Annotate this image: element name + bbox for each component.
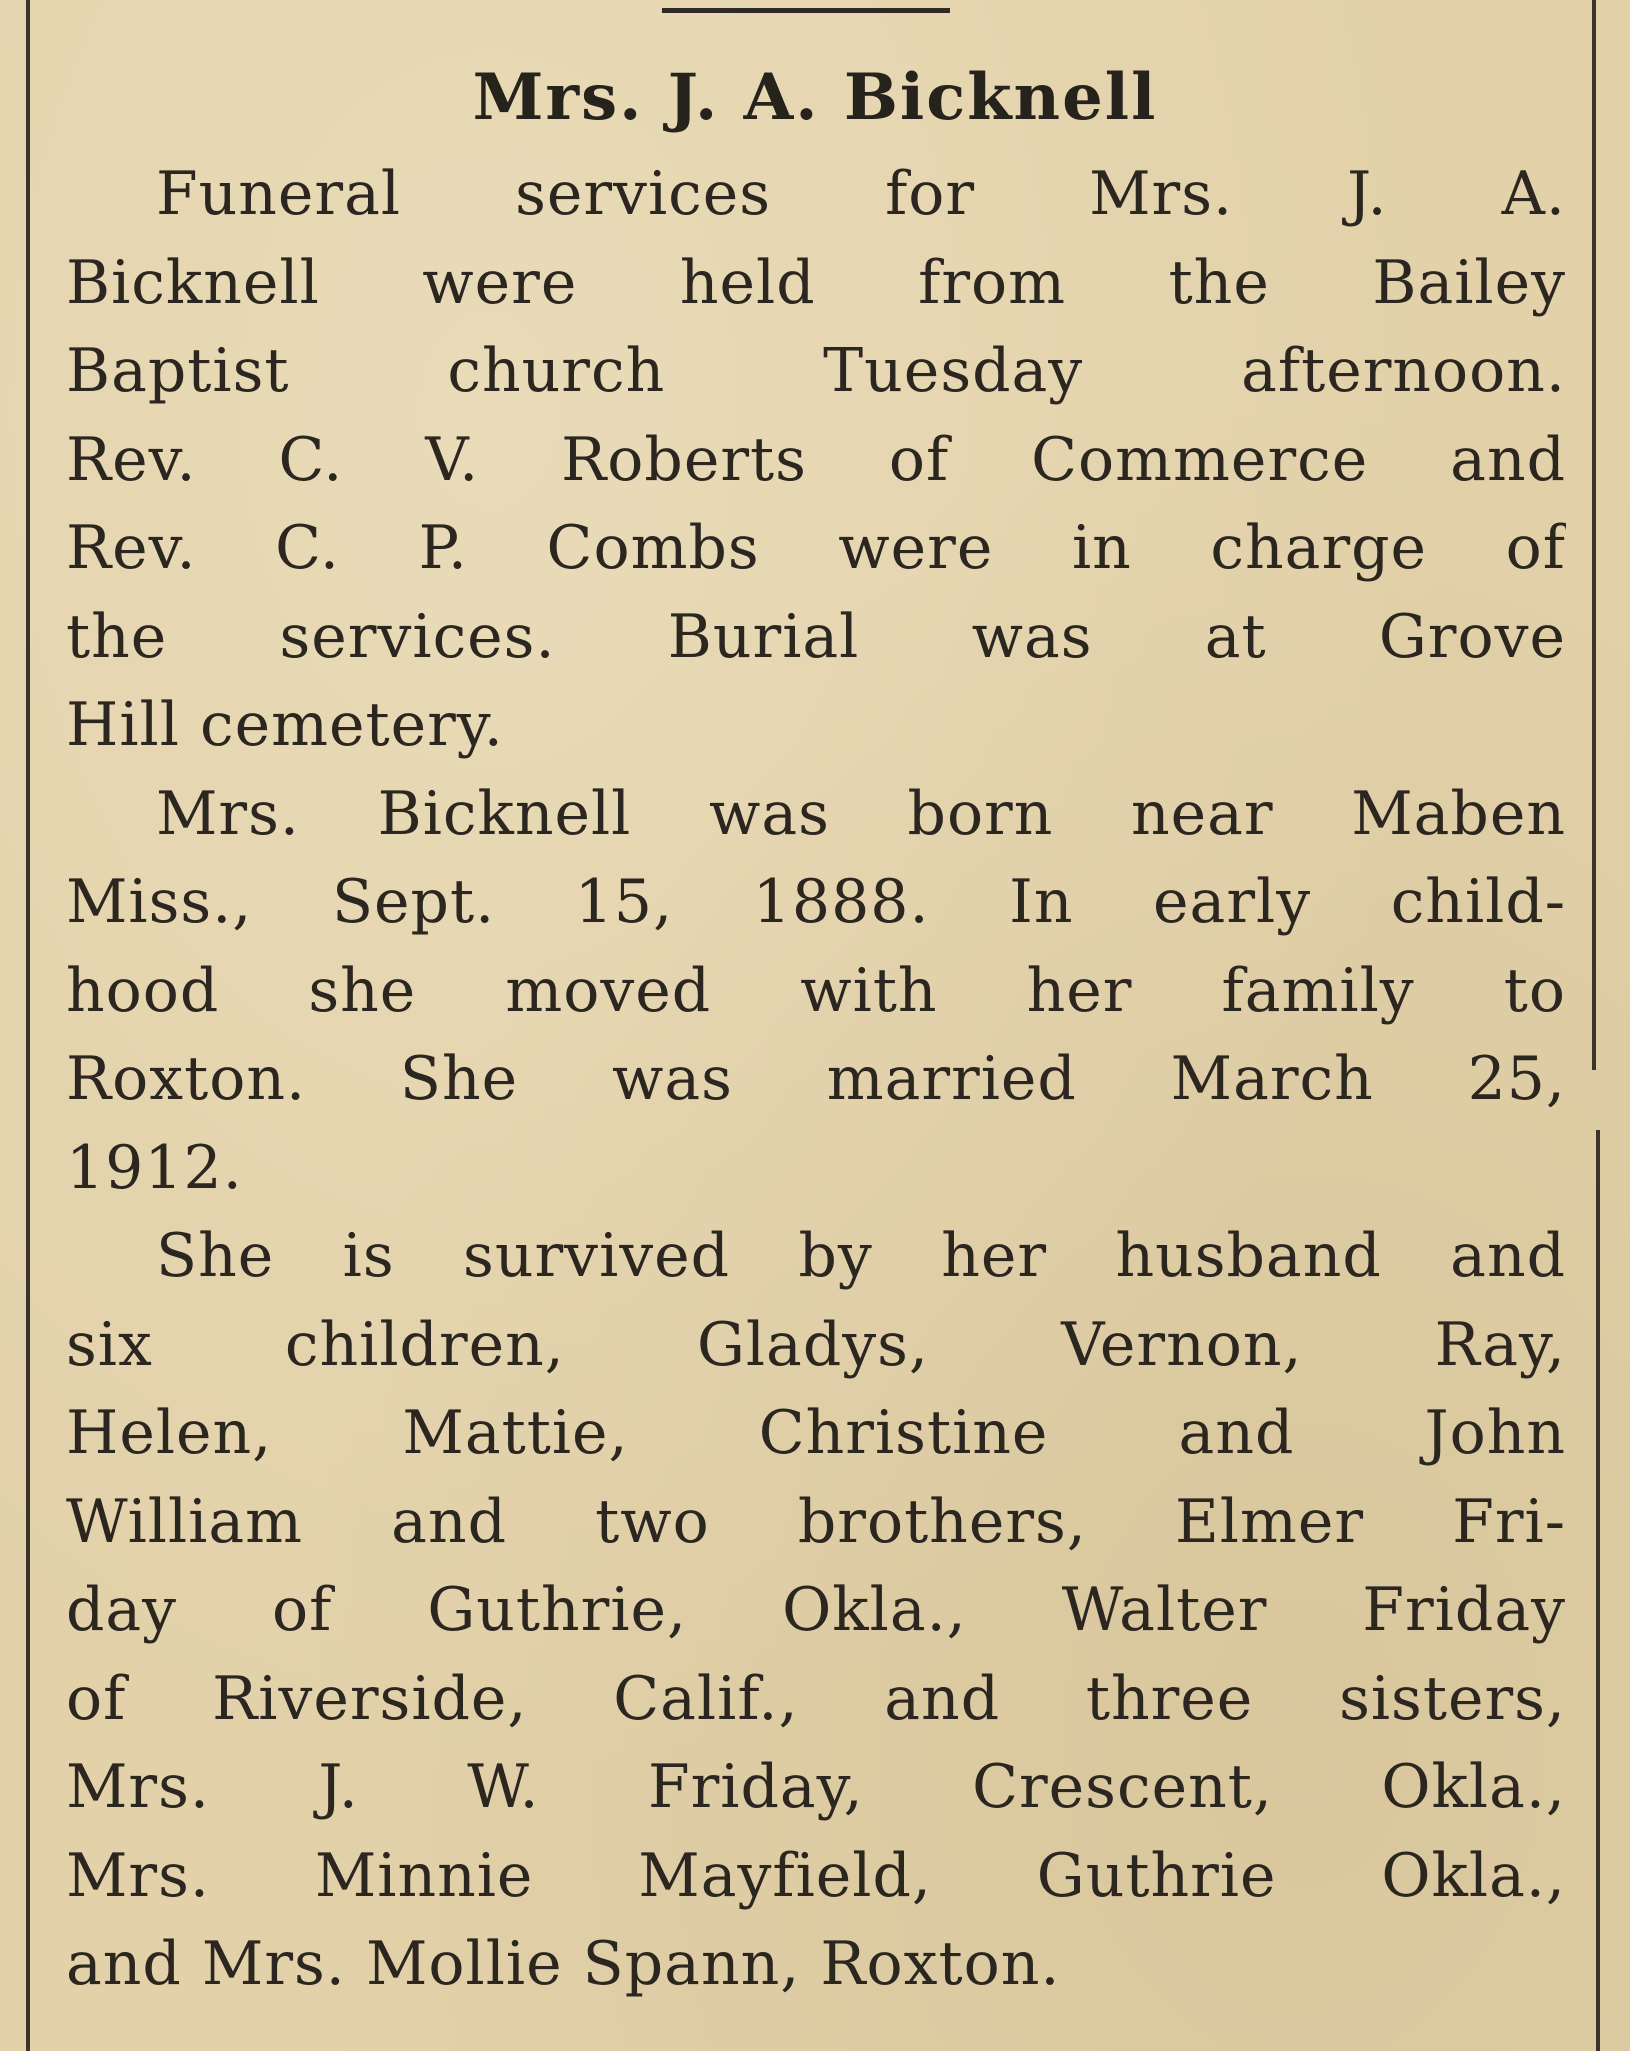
left-column-rule [26, 0, 30, 2051]
text-line: Baptist church Tuesday afternoon. [66, 336, 1566, 406]
text-line: and Mrs. Mollie Spann, Roxton. [66, 1929, 1061, 1999]
text-line: William and two brothers, Elmer Fri- [66, 1486, 1566, 1557]
right-column-rule-upper [1592, 0, 1596, 1070]
text-line: Roxton. She was married March 25, [66, 1044, 1566, 1114]
text-line: Helen, Mattie, Christine and John [66, 1398, 1566, 1468]
obituary-headline: Mrs. J. A. Bicknell [472, 60, 1158, 135]
text-line: 1912. [66, 1132, 243, 1203]
text-line: Rev. C. V. Roberts of Commerce and [66, 424, 1566, 495]
text-line: hood she moved with her family to [66, 955, 1566, 1026]
text-line: the services. Burial was at Grove [66, 601, 1566, 672]
text-line: Bicknell were held from the Bailey [66, 247, 1566, 318]
text-line: Miss., Sept. 15, 1888. In early child- [66, 867, 1566, 937]
text-line: Hill cemetery. [66, 690, 504, 760]
text-line: six children, Gladys, Vernon, Ray, [66, 1309, 1566, 1380]
paragraph-funeral-services [66, 150, 1566, 770]
obituary-body [66, 150, 1566, 2009]
text-line: She is survived by her husband and [156, 1221, 1566, 1291]
paragraph-biography [66, 770, 1566, 1213]
text-line: of Riverside, Calif., and three sisters, [66, 1663, 1566, 1734]
text-line: Mrs. J. W. Friday, Crescent, Okla., [66, 1752, 1566, 1822]
paragraph-survivors [66, 1212, 1566, 2009]
text-line: Mrs. Minnie Mayfield, Guthrie Okla., [66, 1840, 1566, 1911]
text-line: Mrs. Bicknell was born near Maben [156, 778, 1566, 849]
text-line: day of Guthrie, Okla., Walter Friday [66, 1575, 1566, 1645]
text-line: Rev. C. P. Combs were in charge of [66, 513, 1566, 583]
top-divider-rule [662, 8, 950, 13]
text-line: Funeral services for Mrs. J. A. [156, 159, 1566, 229]
right-column-rule-lower [1596, 1130, 1600, 2051]
